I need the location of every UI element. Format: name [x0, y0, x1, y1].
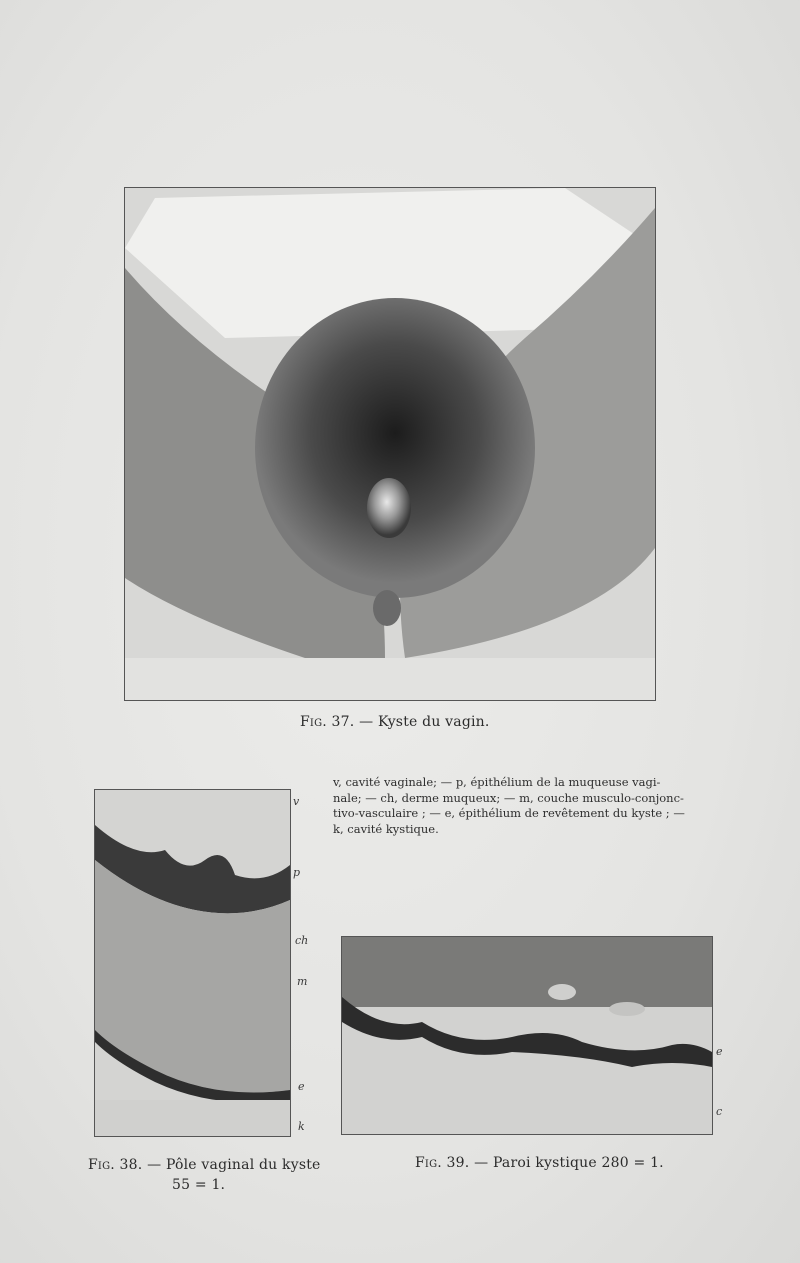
figure-39-micrograph [341, 936, 713, 1135]
fig38-label-e: e [298, 1080, 305, 1093]
fig39-label-c: c [716, 1105, 723, 1118]
fig38-label-k: k [298, 1120, 305, 1133]
figure-37-dash: — [359, 714, 374, 730]
figure-38-svg [95, 790, 290, 1136]
legend-line: v, cavité vaginale; — p, épithélium de la muqueuse vagi- [333, 775, 661, 789]
figure-38-micrograph [94, 789, 291, 1137]
fig38-label-v: v [293, 795, 300, 808]
fig38-label-m: m [297, 975, 308, 988]
figure-39-title: Paroi kystique 280 = 1. [492, 1155, 664, 1171]
cyst-cavity [95, 1100, 290, 1136]
figure-37-title: Kyste du vagin. [377, 714, 490, 730]
legend-line: k, cavité kystique. [333, 821, 439, 836]
wall-tissue [342, 937, 712, 1007]
vessel-lumen [609, 1002, 645, 1016]
figure-37-photograph [124, 187, 656, 701]
figure-38-dash: — [147, 1157, 162, 1173]
figure-37-caption [300, 714, 490, 730]
fig39-label-e: e [716, 1045, 723, 1058]
fig38-label-ch: ch [295, 934, 309, 947]
figure-37-svg [125, 188, 655, 700]
figure-39-number: Fig. 39. [415, 1155, 470, 1171]
figure-39-svg [342, 937, 712, 1134]
figure-38-caption [88, 1157, 321, 1173]
legend-line: tivo-vasculaire ; — e, épithélium de revêtement du kyste ; — [333, 806, 685, 820]
cyst [367, 478, 411, 538]
legend-line: nale; — ch, derme muqueux; — m, couche musculo-conjonc- [333, 790, 684, 805]
figure-39-dash: — [474, 1155, 489, 1171]
figure-38-scale: 55 = 1. [172, 1177, 226, 1193]
table-surface [125, 658, 655, 700]
figure-38-title: Pôle vaginal du kyste [165, 1157, 321, 1173]
fig38-label-p: p [293, 866, 301, 879]
figure-37-number: Fig. 37. [300, 714, 355, 730]
dark-region [255, 298, 535, 598]
figure-legend [333, 775, 713, 837]
figure-38-number: Fig. 38. [88, 1157, 143, 1173]
figure-39-caption [415, 1155, 664, 1171]
lower-detail [373, 590, 401, 626]
vessel-lumen [548, 984, 576, 1000]
